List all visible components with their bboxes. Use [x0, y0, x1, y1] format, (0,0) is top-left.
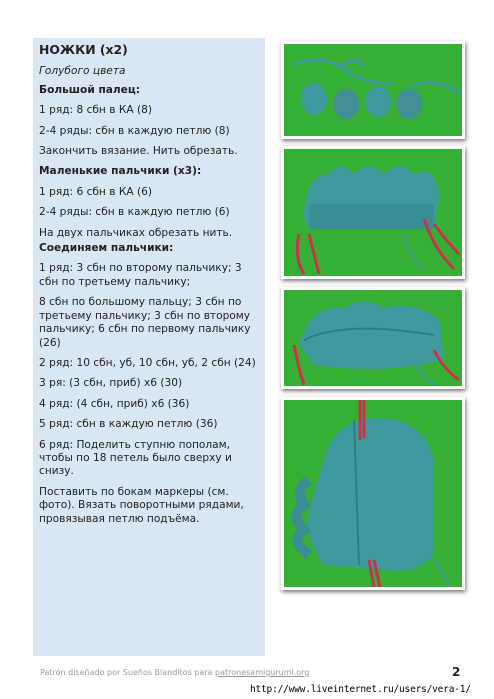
instruction-line: 1 ряд: 6 сбн в КА (6)	[39, 185, 152, 198]
instruction-line: 1 ряд: 3 сбн по второму пальчику; 3 сбн по третьему пальчику;	[39, 262, 242, 288]
subtitle: Голубого цвета	[39, 65, 126, 78]
instruction-line: 2-4 ряды: сбн в каждую петлю (8)	[39, 124, 230, 137]
instruction-line: На двух пальчиках обрезать нить.	[39, 226, 233, 239]
watermark-url: http://www.liveinternet.ru/users/vera-1/	[250, 684, 471, 695]
page-title: НОЖКИ (х2)	[39, 42, 128, 57]
instruction-line: 2 ряд: 10 сбн, уб, 10 сбн, уб, 2 сбн (24)	[39, 356, 256, 369]
photo-foot-with-markers	[281, 397, 465, 590]
section-heading-small-toes: Маленькие пальчики (х3):	[39, 165, 202, 178]
instruction-line: 3 ря: (3 сбн, приб) х6 (30)	[39, 377, 183, 390]
instruction-line: 8 сбн по большому пальцу; 3 сбн по третьему пальчику; 3 сбн по второму пальчику; 6 сбн по первому пальчику (26)	[39, 296, 251, 349]
section-heading-big-toe: Большой палец:	[39, 83, 140, 96]
footer-site-link[interactable]: patronesamigurumi.org	[215, 668, 310, 677]
instruction-line: 4 ряд: (4 сбн, приб) х6 (36)	[39, 397, 190, 410]
instruction-line: 6 ряд: Поделить ступню пополам, чтобы по 18 петель было сверху и снизу.	[39, 438, 232, 478]
footer-credit-text: Patrón diseñado por Sueños Blanditos para	[40, 668, 213, 677]
footer-credit	[40, 668, 309, 677]
section-heading-join-toes: Соединяем пальчики:	[39, 242, 174, 255]
photo-foot-piece	[281, 287, 465, 389]
pattern-text	[39, 43, 261, 533]
instruction-line: Поставить по бокам маркеры (см. фото). Вязать поворотными рядами, провязывая петлю подъёма.	[39, 485, 244, 525]
page-number: 2	[452, 665, 461, 679]
instruction-line: 1 ряд: 8 сбн в КА (8)	[39, 104, 152, 117]
instruction-line: 2-4 ряды: сбн в каждую петлю (6)	[39, 206, 230, 219]
instruction-line: 5 ряд: сбн в каждую петлю (36)	[39, 418, 218, 431]
photo-toes	[281, 41, 465, 139]
photo-joined-toes	[281, 146, 465, 279]
instruction-line: Закончить вязание. Нить обрезать.	[39, 145, 238, 158]
